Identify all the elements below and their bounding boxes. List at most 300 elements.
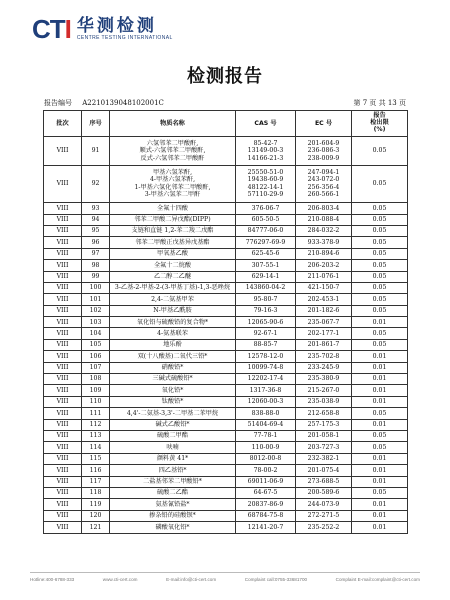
name-line: 硝酸铅* xyxy=(161,364,184,372)
cell-ec xyxy=(296,214,352,225)
cell-cas xyxy=(236,282,296,293)
cell-seq: 100 xyxy=(82,282,110,293)
cell-name xyxy=(110,499,236,510)
cell-ec xyxy=(296,476,352,487)
cell-cas xyxy=(236,385,296,396)
cas-line: 12202-17-4 xyxy=(247,375,284,383)
cell-limit: 0.01 xyxy=(352,419,408,430)
cell-ec xyxy=(296,248,352,259)
cell-cas xyxy=(236,294,296,305)
name-line: 氧化铅* xyxy=(161,386,184,394)
cell-ec xyxy=(296,317,352,328)
cell-cas xyxy=(236,476,296,487)
name-line: 碱式乙酸铅* xyxy=(155,421,190,429)
table-row xyxy=(44,351,408,362)
cell-cas xyxy=(236,339,296,350)
ec-line: 238-009-9 xyxy=(307,154,340,162)
cell-name xyxy=(110,374,236,385)
cell-batch: VIII xyxy=(44,328,82,339)
cell-batch: VIII xyxy=(44,487,82,498)
name-line: 4-氨基联苯 xyxy=(157,329,188,337)
cell-name xyxy=(110,339,236,350)
ec-line: 257-175-3 xyxy=(307,421,340,429)
cell-ec xyxy=(296,453,352,464)
table-row xyxy=(44,431,408,442)
name-line: 氧化铅与硫酸铅的复合物* xyxy=(136,318,209,326)
cas-line: 13149-00-3 xyxy=(247,147,284,155)
cell-limit: 0.05 xyxy=(352,165,408,202)
ec-line: 421-150-7 xyxy=(307,284,340,292)
cell-cas xyxy=(236,419,296,430)
ec-line: 201-604-9 xyxy=(307,139,340,147)
cell-cas xyxy=(236,362,296,373)
cell-limit: 0.05 xyxy=(352,137,408,166)
name-line: 4,4'-二氨基-3,3'-二甲基二苯甲烷 xyxy=(126,409,219,417)
table-row xyxy=(44,203,408,214)
name-line: 四乙基铅* xyxy=(158,466,187,474)
ec-line: 933-378-9 xyxy=(307,238,340,246)
cell-batch: VIII xyxy=(44,419,82,430)
cas-line: 68784-75-8 xyxy=(247,512,284,520)
table-row xyxy=(44,465,408,476)
cell-cas xyxy=(236,237,296,248)
name-line: 钛酸铅* xyxy=(161,398,184,406)
cell-name xyxy=(110,442,236,453)
cas-line: 14166-21-3 xyxy=(247,154,284,162)
table-row xyxy=(44,165,408,202)
cell-name xyxy=(110,351,236,362)
cell-seq: 116 xyxy=(82,465,110,476)
cell-name xyxy=(110,225,236,236)
table-row xyxy=(44,271,408,282)
table-row xyxy=(44,419,408,430)
table-row xyxy=(44,510,408,521)
cell-limit: 0.05 xyxy=(352,225,408,236)
cell-ec xyxy=(296,271,352,282)
cell-seq: 115 xyxy=(82,453,110,464)
cas-line: 605-50-5 xyxy=(251,216,280,224)
table-row xyxy=(44,396,408,407)
cell-batch: VIII xyxy=(44,225,82,236)
cell-name xyxy=(110,396,236,407)
cas-line: 84777-06-0 xyxy=(247,227,284,235)
cas-line: 95-80-7 xyxy=(253,295,278,303)
cell-seq: 91 xyxy=(82,137,110,166)
cell-limit: 0.05 xyxy=(352,248,408,259)
cell-cas xyxy=(236,214,296,225)
cell-limit: 0.05 xyxy=(352,442,408,453)
cell-limit: 0.01 xyxy=(352,374,408,385)
cell-name xyxy=(110,431,236,442)
name-line: 3-乙基-2-甲基-2-(3-甲基丁基)-1,3-恶唑烷 xyxy=(114,284,231,292)
cell-ec xyxy=(296,522,352,533)
cell-batch: VIII xyxy=(44,408,82,419)
cell-limit: 0.05 xyxy=(352,487,408,498)
cell-cas xyxy=(236,271,296,282)
cell-name xyxy=(110,385,236,396)
cell-name xyxy=(110,214,236,225)
cell-ec xyxy=(296,396,352,407)
cas-line: 77-78-1 xyxy=(253,432,278,440)
cell-seq: 101 xyxy=(82,294,110,305)
cell-limit: 0.05 xyxy=(352,214,408,225)
cell-batch: VIII xyxy=(44,137,82,166)
cell-ec xyxy=(296,385,352,396)
cell-batch: VIII xyxy=(44,396,82,407)
cell-cas xyxy=(236,225,296,236)
cell-seq: 120 xyxy=(82,510,110,521)
cell-name xyxy=(110,165,236,202)
cell-ec xyxy=(296,339,352,350)
cell-seq: 111 xyxy=(82,408,110,419)
cas-line: 376-06-7 xyxy=(251,204,280,212)
cell-ec xyxy=(296,431,352,442)
cell-batch: VIII xyxy=(44,271,82,282)
cell-ec xyxy=(296,465,352,476)
cell-cas xyxy=(236,453,296,464)
cell-seq: 92 xyxy=(82,165,110,202)
cell-limit: 0.05 xyxy=(352,237,408,248)
report-meta xyxy=(44,98,406,108)
cell-name xyxy=(110,522,236,533)
cell-batch: VIII xyxy=(44,385,82,396)
cell-ec xyxy=(296,225,352,236)
name-line: 颜料黄 41* xyxy=(156,455,189,463)
name-line: 硫酸二甲酯 xyxy=(157,432,188,440)
col-cas: CAS 号 xyxy=(236,111,296,137)
name-line: 地乐酚 xyxy=(163,341,182,349)
ec-line: 202-453-1 xyxy=(307,295,340,303)
cell-ec xyxy=(296,260,352,271)
cell-cas xyxy=(236,137,296,166)
cell-limit: 0.01 xyxy=(352,396,408,407)
cell-cas xyxy=(236,165,296,202)
ec-line: 273-688-5 xyxy=(307,478,340,485)
name-line: 反式-六氢邻苯二甲酸酐 xyxy=(140,154,205,162)
cell-batch: VIII xyxy=(44,203,82,214)
cas-line: 12578-12-0 xyxy=(247,352,284,360)
name-line: 1-甲基六氢化邻苯二甲酸酐, xyxy=(134,183,211,191)
footer-email: E-mail:info@cti-cert.com xyxy=(166,577,217,582)
cell-ec xyxy=(296,510,352,521)
cell-name xyxy=(110,305,236,316)
ec-line: 235-038-9 xyxy=(307,398,340,406)
ec-line: 201-182-6 xyxy=(307,307,340,315)
name-line: 三碱式硫酸铅* xyxy=(152,375,193,383)
substance-table xyxy=(43,110,408,534)
cell-name xyxy=(110,237,236,248)
name-line: 全氟十二烷酸 xyxy=(153,261,192,269)
cell-batch: VIII xyxy=(44,476,82,487)
cas-line: 12141-20-7 xyxy=(247,523,284,531)
cas-line: 69011-06-9 xyxy=(247,478,284,485)
cell-seq: 109 xyxy=(82,385,110,396)
cti-logo-mark: C T I xyxy=(32,14,71,44)
cell-seq: 103 xyxy=(82,317,110,328)
cell-name xyxy=(110,137,236,166)
cell-limit: 0.05 xyxy=(352,305,408,316)
cell-batch: VIII xyxy=(44,465,82,476)
cell-seq: 96 xyxy=(82,237,110,248)
cell-batch: VIII xyxy=(44,260,82,271)
ec-line: 200-589-6 xyxy=(307,489,340,497)
cell-name xyxy=(110,408,236,419)
cell-name xyxy=(110,476,236,487)
footer-complaint-email: Complaint E-mail:complaint@cti-cert.com xyxy=(335,577,420,582)
table-row xyxy=(44,408,408,419)
ec-line: 235-252-2 xyxy=(307,523,340,531)
cell-limit: 0.01 xyxy=(352,385,408,396)
cell-cas xyxy=(236,317,296,328)
cell-name xyxy=(110,419,236,430)
cell-batch: VIII xyxy=(44,317,82,328)
cell-ec xyxy=(296,328,352,339)
table-row xyxy=(44,487,408,498)
cell-limit: 0.01 xyxy=(352,317,408,328)
cell-batch: VIII xyxy=(44,248,82,259)
cell-seq: 110 xyxy=(82,396,110,407)
name-line: 甲氧基乙酸 xyxy=(157,250,188,258)
cell-limit: 0.05 xyxy=(352,408,408,419)
ec-line: 201-861-7 xyxy=(307,341,340,349)
ec-line: 284-032-2 xyxy=(307,227,340,235)
cell-name xyxy=(110,328,236,339)
ec-line: 212-658-8 xyxy=(307,409,340,417)
report-number-label: 报告编号 xyxy=(44,99,72,107)
cas-line: 20837-86-9 xyxy=(247,500,284,508)
name-line: 4-甲基六氢苯酐, xyxy=(149,176,196,184)
name-line: 甲基六氢苯酐, xyxy=(152,168,193,176)
cell-limit: 0.01 xyxy=(352,465,408,476)
cell-name xyxy=(110,271,236,282)
cas-line: 838-88-0 xyxy=(251,409,280,417)
cell-name xyxy=(110,317,236,328)
cell-cas xyxy=(236,522,296,533)
cell-name xyxy=(110,203,236,214)
name-line: 六氢邻苯二甲酸酐, xyxy=(146,139,199,147)
table-row xyxy=(44,248,408,259)
col-seq: 序号 xyxy=(82,111,110,137)
cell-batch: VIII xyxy=(44,282,82,293)
name-line: 3-甲基六氢苯二甲酐 xyxy=(144,191,201,199)
table-row xyxy=(44,294,408,305)
cas-line: 57110-29-9 xyxy=(247,191,284,199)
cas-line: 48122-14-1 xyxy=(247,183,284,191)
cell-ec xyxy=(296,362,352,373)
ec-line: 235-067-7 xyxy=(307,318,340,326)
cell-name xyxy=(110,510,236,521)
cas-line: 92-67-1 xyxy=(253,329,278,337)
cell-cas xyxy=(236,408,296,419)
footer xyxy=(30,577,420,582)
cell-name xyxy=(110,294,236,305)
cell-ec xyxy=(296,305,352,316)
cell-limit: 0.05 xyxy=(352,431,408,442)
cell-limit: 0.01 xyxy=(352,522,408,533)
cas-line: 12060-00-3 xyxy=(247,398,284,406)
table-row xyxy=(44,339,408,350)
cell-name xyxy=(110,282,236,293)
table-row xyxy=(44,385,408,396)
ec-line: 260-566-1 xyxy=(307,191,340,199)
cas-line: 79-16-3 xyxy=(253,307,278,315)
cas-line: 307-55-1 xyxy=(251,261,280,269)
cas-line: 776297-69-9 xyxy=(245,238,286,246)
cell-seq: 118 xyxy=(82,487,110,498)
cell-cas xyxy=(236,499,296,510)
cell-limit: 0.01 xyxy=(352,453,408,464)
name-line: 邻苯二甲酸正戊基异戊基酯 xyxy=(135,238,210,246)
footer-hotline: Hotline:400-6788-333 xyxy=(30,577,75,582)
table-row xyxy=(44,328,408,339)
table-row xyxy=(44,260,408,271)
cell-seq: 119 xyxy=(82,499,110,510)
report-title: 检测报告 xyxy=(187,66,263,87)
cell-ec xyxy=(296,487,352,498)
report-number: A2210139048102001C xyxy=(82,99,164,107)
cell-batch: VIII xyxy=(44,237,82,248)
cell-seq: 99 xyxy=(82,271,110,282)
cell-limit: 0.01 xyxy=(352,510,408,521)
ec-line: 202-177-1 xyxy=(307,329,340,337)
cell-seq: 93 xyxy=(82,203,110,214)
cell-seq: 95 xyxy=(82,225,110,236)
cell-ec xyxy=(296,237,352,248)
name-line: 双(十八酸基)二氧代三铅* xyxy=(137,352,208,360)
table-row xyxy=(44,453,408,464)
cell-seq: 105 xyxy=(82,339,110,350)
name-line: 邻苯二甲酸二异戊酯(DIPP) xyxy=(134,216,211,224)
cell-seq: 97 xyxy=(82,248,110,259)
cell-ec xyxy=(296,294,352,305)
cas-line: 19438-60-9 xyxy=(247,176,284,184)
cell-limit: 0.01 xyxy=(352,476,408,487)
cas-line: 51404-69-4 xyxy=(247,421,284,429)
cell-batch: VIII xyxy=(44,522,82,533)
cell-cas xyxy=(236,260,296,271)
cell-seq: 117 xyxy=(82,476,110,487)
ec-line: 235-702-8 xyxy=(307,352,340,360)
footer-complaint-call: Complaint call:0755-33681700 xyxy=(244,577,308,582)
cell-seq: 114 xyxy=(82,442,110,453)
cell-batch: VIII xyxy=(44,351,82,362)
cas-line: 64-67-5 xyxy=(253,489,278,497)
cell-ec xyxy=(296,282,352,293)
ec-line: 233-245-9 xyxy=(307,364,340,372)
cell-limit: 0.05 xyxy=(352,260,408,271)
cell-seq: 102 xyxy=(82,305,110,316)
cas-line: 629-14-1 xyxy=(251,272,280,280)
name-line: 呋喃 xyxy=(166,443,179,451)
cell-batch: VIII xyxy=(44,431,82,442)
cell-cas xyxy=(236,396,296,407)
company-logo xyxy=(32,14,173,45)
cas-line: 625-45-6 xyxy=(251,250,280,258)
table-row xyxy=(44,137,408,166)
cell-cas xyxy=(236,203,296,214)
cell-limit: 0.05 xyxy=(352,203,408,214)
cell-cas xyxy=(236,442,296,453)
cell-batch: VIII xyxy=(44,499,82,510)
cell-limit: 0.01 xyxy=(352,351,408,362)
cas-line: 110-00-9 xyxy=(251,443,280,451)
cas-line: 25550-51-0 xyxy=(247,168,284,176)
page-indicator: 第 7 页 共 13 页 xyxy=(353,99,406,107)
cell-name xyxy=(110,260,236,271)
cell-seq: 113 xyxy=(82,431,110,442)
table-row xyxy=(44,362,408,373)
cell-limit: 0.05 xyxy=(352,282,408,293)
name-line: 二盐基邻苯二甲酸铅* xyxy=(143,478,202,485)
footer-divider xyxy=(30,572,420,573)
cell-name xyxy=(110,465,236,476)
cell-batch: VIII xyxy=(44,339,82,350)
cell-batch: VIII xyxy=(44,374,82,385)
cell-batch: VIII xyxy=(44,510,82,521)
cell-ec xyxy=(296,165,352,202)
company-name-en: CENTRE TESTING INTERNATIONAL xyxy=(76,35,173,41)
cell-ec xyxy=(296,442,352,453)
cell-cas xyxy=(236,465,296,476)
ec-line: 201-075-4 xyxy=(307,466,340,474)
cell-ec xyxy=(296,408,352,419)
table-row xyxy=(44,442,408,453)
cas-line: 78-00-2 xyxy=(253,466,278,474)
cas-line: 1317-36-8 xyxy=(249,386,282,394)
cell-limit: 0.05 xyxy=(352,328,408,339)
cell-seq: 107 xyxy=(82,362,110,373)
cell-seq: 104 xyxy=(82,328,110,339)
cell-cas xyxy=(236,328,296,339)
cas-line: 143860-04-2 xyxy=(245,284,286,292)
cell-ec xyxy=(296,203,352,214)
table-row xyxy=(44,476,408,487)
cell-batch: VIII xyxy=(44,294,82,305)
table-row xyxy=(44,317,408,328)
ec-line: 201-058-1 xyxy=(307,432,340,440)
cas-line: 8012-00-8 xyxy=(249,455,282,463)
ec-line: 206-203-2 xyxy=(307,261,340,269)
name-line: 乙二醇二乙醚 xyxy=(153,272,192,280)
ec-line: 243-072-0 xyxy=(307,176,340,184)
ec-line: 247-094-1 xyxy=(307,168,340,176)
cell-cas xyxy=(236,487,296,498)
cell-ec xyxy=(296,137,352,166)
cell-batch: VIII xyxy=(44,165,82,202)
cas-line: 12065-90-6 xyxy=(247,318,284,326)
cas-line: 10099-74-8 xyxy=(247,364,284,372)
ec-line: 256-356-4 xyxy=(307,183,340,191)
table-row xyxy=(44,499,408,510)
name-line: 硫酸二乙酯 xyxy=(157,489,188,497)
cell-batch: VIII xyxy=(44,453,82,464)
ec-line: 232-382-1 xyxy=(307,455,340,463)
table-row xyxy=(44,522,408,533)
ec-line: 211-076-1 xyxy=(307,272,340,280)
cell-ec xyxy=(296,374,352,385)
ec-line: 210-894-6 xyxy=(307,250,340,258)
col-limit: 报告 检出限 (%) xyxy=(352,111,408,137)
footer-website: www.cti-cert.com xyxy=(102,577,138,582)
cell-batch: VIII xyxy=(44,362,82,373)
table-row xyxy=(44,237,408,248)
cell-batch: VIII xyxy=(44,442,82,453)
ec-line: 210-088-4 xyxy=(307,216,340,224)
col-batch: 批次 xyxy=(44,111,82,137)
cell-cas xyxy=(236,374,296,385)
cell-cas xyxy=(236,510,296,521)
cas-line: 88-85-7 xyxy=(253,341,278,349)
